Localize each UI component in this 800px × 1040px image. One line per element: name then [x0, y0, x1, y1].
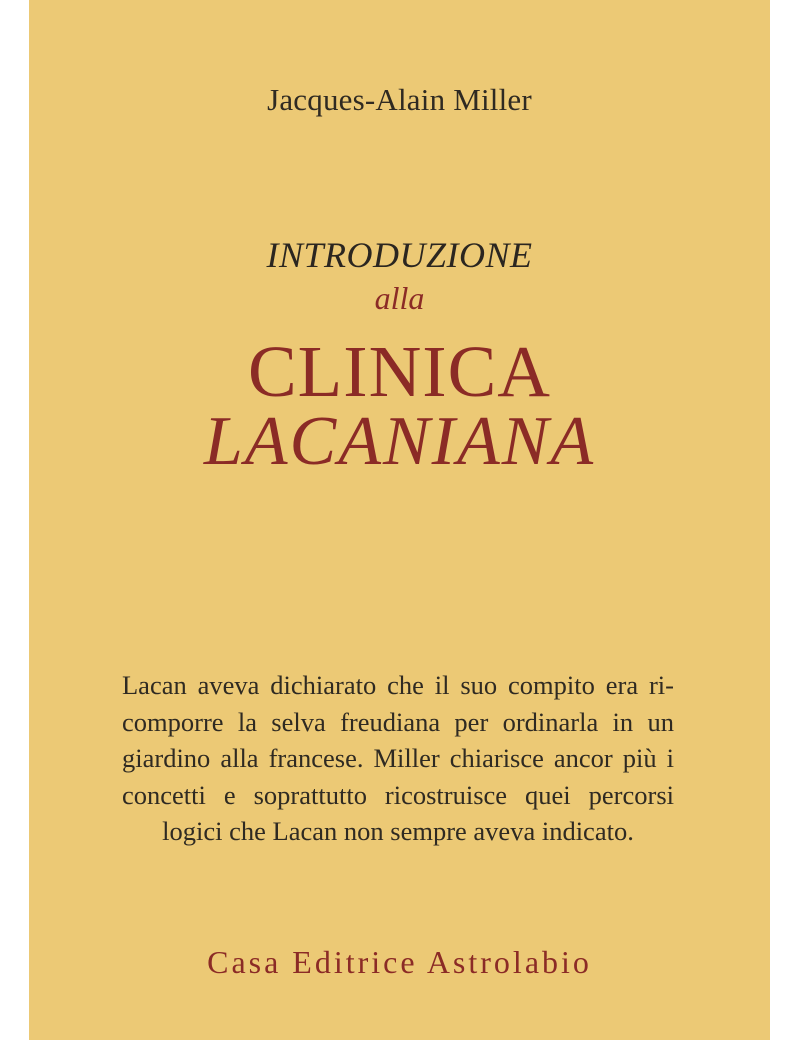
blurb-line: comporre la selva freudiana per ordinarla in un [122, 706, 674, 737]
title-line-introduzione: INTRODUZIONE [266, 235, 533, 275]
author-name: Jacques-Alain Miller [267, 82, 532, 117]
blurb-line: concetti e soprattutto ricostruisce quei percorsi [122, 779, 674, 810]
publisher-name: Casa Editrice Astrolabio [207, 944, 592, 980]
book-cover [29, 0, 770, 1040]
title-line-alla: alla [374, 280, 425, 316]
blurb-line: Lacan aveva dichiarato che il suo compito era ri- [122, 670, 674, 700]
title-line-lacaniana: LACANIANA [203, 403, 596, 480]
blurb-text [122, 667, 674, 850]
blurb-line: logici che Lacan non sempre aveva indicato. [162, 816, 634, 846]
blurb-line: giardino alla francese. Miller chiarisce ancor più i [122, 743, 674, 773]
title-line-clinica: CLINICA [247, 331, 552, 412]
